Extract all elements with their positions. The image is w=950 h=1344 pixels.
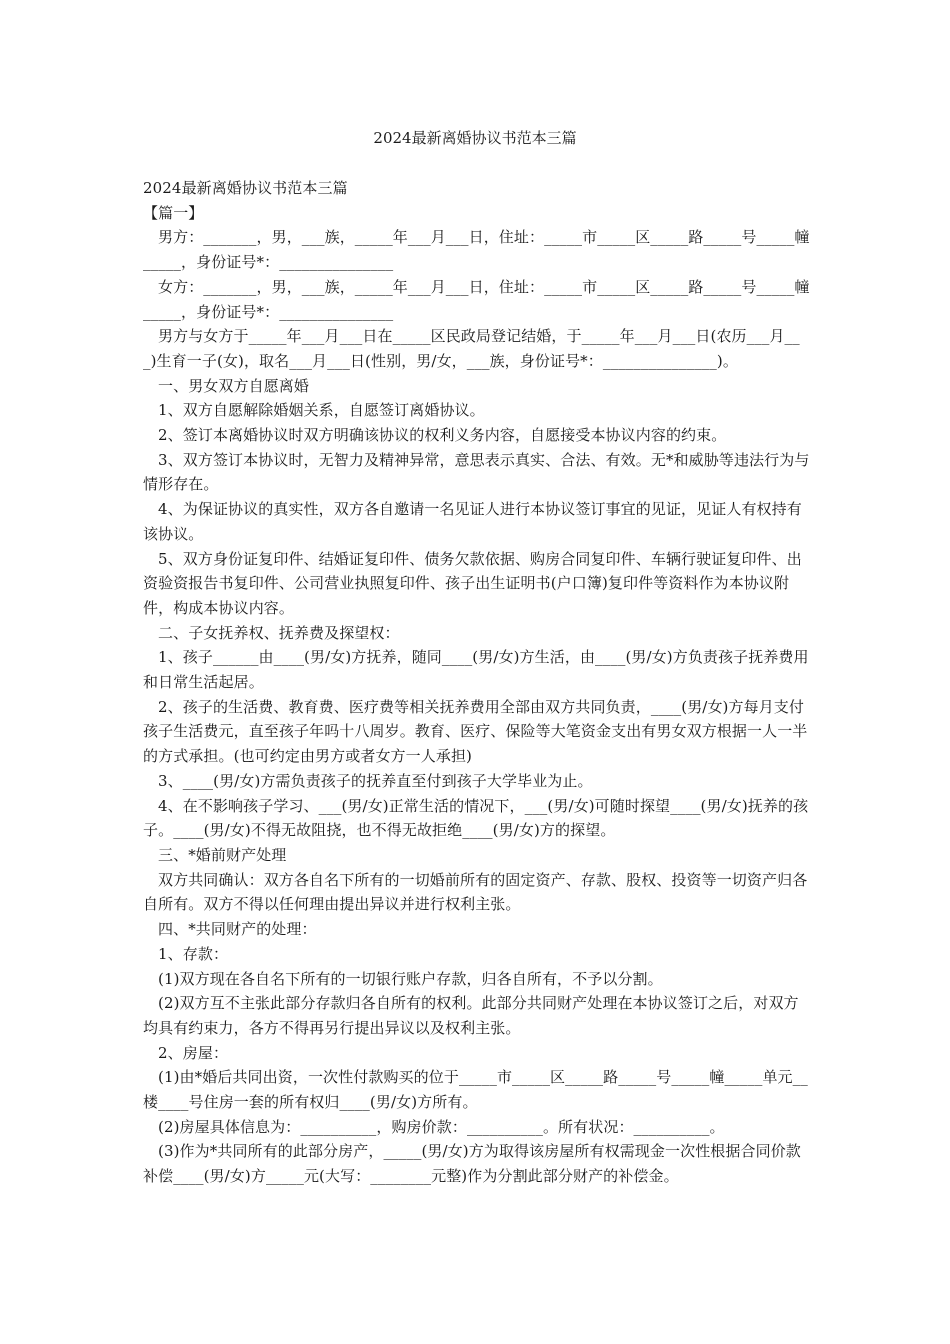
paragraph: 4、在不影响孩子学习、___(男/女)正常生活的情况下，___(男/女)可随时探望____(男/女)抚养的孩子。____(男/女)不得无故阻挠，也不得无故拒绝____(男/女)方的探望。 (143, 796, 809, 840)
paragraph: 【篇一】 (143, 203, 204, 222)
paragraph: 双方共同确认：双方各自名下所有的一切婚前所有的固定资产、存款、股权、投资等一切资产归各自所有。双方不得以任何理由提出异议并进行权利主张。 (143, 870, 808, 914)
paragraph: (3)作为*共同所有的此部分房产，_____(男/女)方为取得该房屋所有权需现金一次性根据合同价款补偿____(男/女)方_____元(大写：________元整)作为分割此部分财产的补偿金。 (143, 1142, 801, 1186)
paragraph: (1)由*婚后共同出资，一次性付款购买的位于_____市_____区_____路_____号_____幢_____单元__楼____号住房一套的所有权归____(男/女)方所有。 (143, 1068, 808, 1112)
paragraph: 4、为保证协议的真实性，双方各自邀请一名见证人进行本协议签订事宜的见证，见证人有权持有该协议。 (143, 500, 802, 543)
paragraph: 5、双方身份证复印件、结婚证复印件、债务欠款依据、购房合同复印件、车辆行驶证复印件、出资验资报告书复印件、公司营业执照复印件、孩子出生证明书(户口簿)复印件等资料作为本协议附件，构成本协议内容。 (143, 549, 802, 617)
paragraph: 1、双方自愿解除婚姻关系，自愿签订离婚协议。 (158, 401, 485, 420)
paragraph: (1)双方现在各自名下所有的一切银行账户存款，归各自所有，不予以分割。 (158, 969, 663, 988)
paragraph: 二、子女抚养权、抚养费及探望权： (158, 623, 400, 642)
paragraph: 3、____(男/女)方需负责孩子的抚养直至付到孩子大学毕业为止。 (158, 771, 593, 790)
paragraph: 男方与女方于_____年___月___日在_____区民政局登记结婚，于_____年___月___日(农历___月___)生育一子(女)，取名___月___日(性别，男/女，___族，身份证号*：_______________)。 (143, 327, 800, 370)
paragraph: 1、存款： (158, 944, 229, 963)
paragraph: (2)双方互不主张此部分存款归各自所有的权利。此部分共同财产处理在本协议签订之后，对双方均具有约束力，各方不得再另行提出异议以及权利主张。 (143, 994, 799, 1037)
paragraph: 一、男女双方自愿离婚 (158, 376, 310, 395)
paragraph: 女方：_______，男，___族，_____年___月___日，住址：_____市_____区_____路_____号_____幢_____，身份证号*：_______________ (143, 277, 810, 321)
paragraph: 四、*共同财产的处理： (158, 920, 317, 939)
paragraph: 2、孩子的生活费、教育费、医疗费等相关抚养费用全部由双方共同负责，____(男/女)方每月支付孩子生活费元，直至孩子年吗十八周岁。教育、医疗、保险等大笔资金支出有男女双方根据一人一半的方式承担。(也可约定由男方或者女方一人承担) (143, 697, 808, 766)
paragraph: 三、*婚前财产处理 (158, 845, 287, 864)
paragraph: (2)房屋具体信息为：__________，购房价款：__________。所有状况：__________。 (158, 1117, 725, 1136)
paragraph: 2024最新离婚协议书范本三篇 (143, 179, 348, 197)
paragraph: 2、签订本离婚协议时双方明确该协议的权利义务内容，自愿接受本协议内容的约束。 (158, 426, 727, 445)
paragraph: 1、孩子______由____(男/女)方抚养，随同____(男/女)方生活，由____(男/女)方负责孩子抚养费用和日常生活起居。 (143, 648, 809, 692)
document-body (143, 176, 813, 1189)
page-title: 2024最新离婚协议书范本三篇 (373, 129, 577, 147)
paragraph: 3、双方签订本协议时，无智力及精神异常，意思表示真实、合法、有效。无*和威胁等违法行为与情形存在。 (143, 450, 810, 494)
paragraph: 男方：_______，男，___族，_____年___月___日，住址：_____市_____区_____路_____号_____幢_____，身份证号*：_______________ (143, 228, 810, 272)
paragraph: 2、房屋： (158, 1043, 229, 1062)
